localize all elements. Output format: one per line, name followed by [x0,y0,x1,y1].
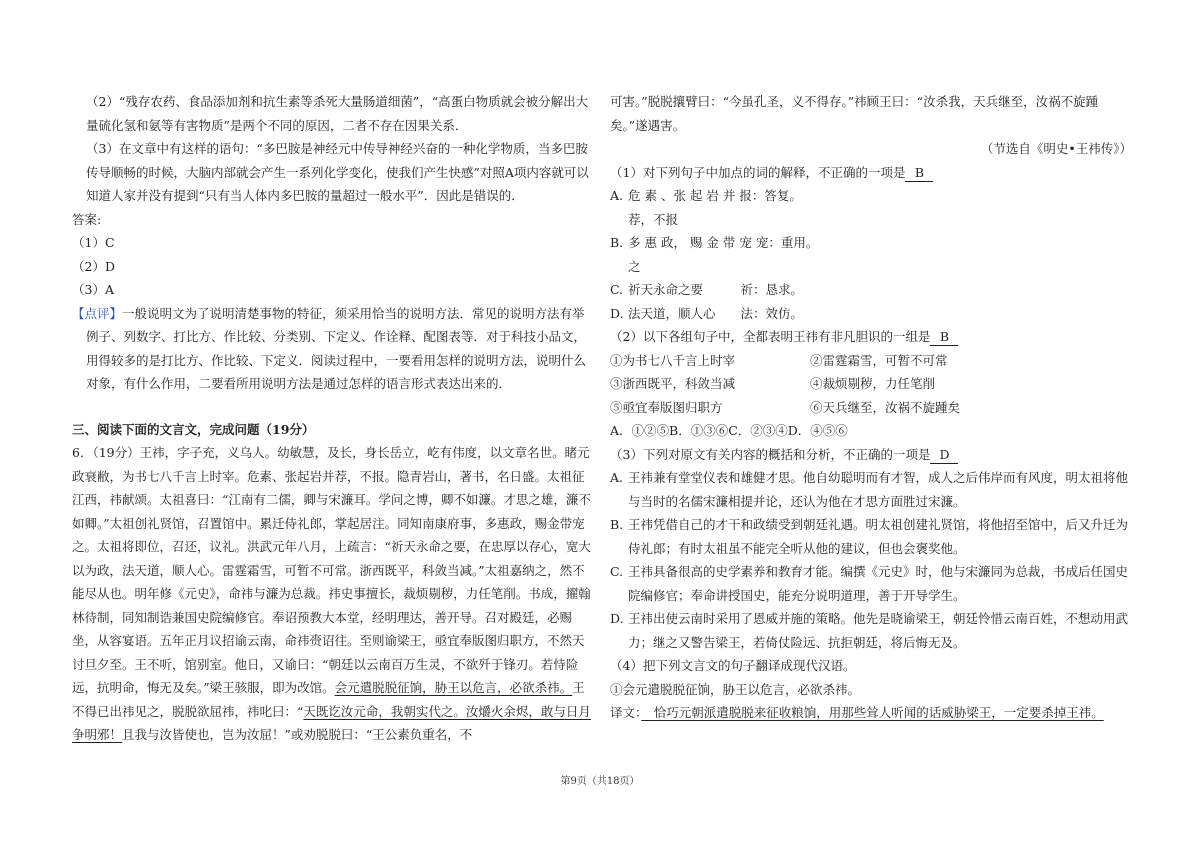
q1-option-a [610,184,1132,208]
question-3-answer: D [930,447,958,464]
option-label: A. [610,188,624,203]
option-label [610,208,628,232]
passage-text-a: 6．（19分）王祎，字子充，义乌人。幼敏慧，及长，身长岳立，屹有伟度，以文章名世。睹元政衰敝，为书七八千言上时宰。危素、张起岩并荐，不报。隐青岩山，著书，名日盛。太祖征江西，祎献颂。太祖喜曰：“江南有二儒，卿与宋濂耳。学问之博，卿不如濂。才思之雄，濂不如卿。”太祖创礼贤馆，召置馆中。累迁侍礼郎，掌起居注。同知南康府事，多惠政，赐金带宠之。太祖将即位，召还，议礼。洪武元年八月，上疏言：“祈天永命之要，在忠厚以存心，宽大以为政，法天道，顺人心。雷霆霜雪，可暂不可常。浙西既平，科敛当减。”太祖嘉纳之，然不能尽从也。明年修《元史》，命祎与濂为总裁。祎史事擅长，裁烦剔秽，力任笔削。书成，擢翰林待制，同知制诰兼国史院编修官。奉诏预教大本堂，经明理达，善开导。召对殿廷，必赐坐，从容宴语。五年正月议招谕云南，命祎赍诏往。至则谕梁王，亟宜奉版图归职方，不然天讨旦夕至。王不听，馆别室。他日，又谕曰：“朝廷以云南百万生灵，不欲歼于锋刃。若恃险远，抗明命，悔无及矣。”梁王骇服，即为改馆。 [72,445,591,695]
question-3-text: （3）下列对原文有关内容的概括和分析，不正确的一项是 [610,446,931,462]
option-label: D. [610,305,624,321]
q2-item: ④裁烦剔秽，力任笔削 [810,376,936,391]
q1-option-b-cont [610,255,1132,279]
question-2-answer: B [930,329,958,346]
option-text: 王祎凭借自己的才干和政绩受到朝廷礼遇。明太祖创建礼贤馆，将他招至馆中，后又升迁为侍礼郎；有时太祖虽不能完全听从他的建议，但也会褒奖他。 [628,517,1129,556]
passage-text-b: 王不得已出祎见之，脱脱欲屈祎，祎叱曰：“ [72,680,585,719]
q2-item-row [610,372,1132,396]
option-label: D. [610,611,624,626]
q2-item-row [610,349,1132,373]
answer-2: （2）D [72,258,115,274]
answer-1: （1）C [72,235,115,250]
question-2 [610,325,1132,349]
q3-option-a [610,466,1132,513]
q1-option-c [610,278,1132,302]
option-text: 多 惠 政， 赐 金 带 宠 宠：重用。 [628,235,819,250]
explanation-para-2: （2）“残存农药、食品添加剂和抗生素等杀死大量肠道细菌”，“高蛋白物质就会被分解出大量硫化氢和氨等有害物质”是两个不同的原因，二者不存在因果关系． [86,94,589,133]
option-text: 王祎出使云南时采用了恩威并施的策略。他先是晓谕梁王，朝廷怜惜云南百姓，不想动用武力；继之又警告梁王，若倚仗险远、抗拒朝廷，将后悔无及。 [628,611,1129,650]
q3-option-b [610,513,1132,560]
q2-item: ⑤亟宜奉版图归职方 [610,399,723,415]
option-text: 王祎具备很高的史学素养和教育才能。编撰《元史》时，他与宋濂同为总裁，书成后任国史院编修官；奉命讲授国史，能充分说明道理，善于开导学生。 [628,564,1129,603]
translation-label: 译文： [610,705,642,720]
right-column [610,90,1132,725]
passage-source: （节选自《明史•王祎传》） [980,141,1132,156]
explanation-para-3: （3）在文章中有这样的语句：“多巴胺是神经元中传导神经兴奋的一种化学物质，当多巴胺传导顺畅的时候，大脑内部就会产生一系列化学变化，使我们产生快感”对照A项内容就可以知道人家并没有提到“只有当人体内多巴胺的量超过一般水平”．因此是错误的． [86,141,589,203]
q1-option-b [610,231,1132,255]
option-text: 荐，不报 [628,211,679,227]
q1-option-d [610,302,1132,326]
q2-item: ⑥天兵继至，汝祸不旋踵矣 [810,399,961,415]
page-footer: 第9页（共18页） [560,776,640,787]
question-2-text: （2）以下各组句子中，全都表明王祎有非凡胆识的一组是 [610,329,931,344]
answer-label: 答案: [72,211,102,227]
question-6-passage [72,441,592,747]
comment-block [72,302,592,396]
translation-text: 恰巧元朝派遣脱脱来征收粮饷，用那些耸人听闻的话威胁梁王，一定要杀掉王祎。 [641,705,1104,720]
q2-options: A．①②⑤B．①③⑥C．②③④D．④⑤⑥ [610,423,848,438]
q2-item-row [610,396,1132,420]
question-1-answer: B [905,165,933,182]
option-text: 法天道，顺人心 法：效仿。 [628,305,804,321]
comment-text: 一般说明文为了说明清楚事物的特征，须采用恰当的说明方法．常见的说明方法有举例子、列数字、打比方、作比较、分类别、下定义、作诠释、配图表等．对于科技小品文，用得较多的是打比方、作比较、下定义．阅读过程中，一要看用怎样的说明方法，说明什么对象，有什么作用，二要看所用说明方法是通过怎样的语言形式表达出来的． [86,305,587,391]
option-label: C. [610,564,624,579]
q2-item: ①为书七八千言上时宰 [610,352,736,368]
question-4: （4）把下列文言文的句子翻译成现代汉语。 [610,658,856,673]
q2-item: ②雷霆霜雪，可暂不可常 [810,352,948,368]
answer-3: （3）A [72,282,114,297]
option-label: B. [610,517,624,532]
passage-underline-2: 天既讫汝元命，我朝实代之。汝爝火余烬，敢与日月争明邪！ [72,703,591,742]
translation-line [610,701,1132,725]
q3-option-c [610,560,1132,607]
option-label: B. [610,235,624,250]
option-text: 危 素 、张 起 岩 并 报：答复。 [628,188,802,203]
q3-option-d [610,607,1132,654]
question-1 [610,161,1132,185]
q1-option-a-cont [610,208,1132,232]
question-3 [610,443,1132,467]
comment-tag: 【点评】 [72,305,123,321]
passage-underline-1: 会元遣脱脱征饷，胁王以危言，必欲杀祎。 [334,680,573,695]
option-text: 王祎兼有堂堂仪表和雄健才思。他自幼聪明而有才智，成人之后伟岸而有风度，明太祖将他与当时的名儒宋濂相提并论，还认为他在才思方面胜过宋濂。 [628,470,1129,509]
option-text: 祈天永命之要 祈：恳求。 [628,282,804,297]
left-column [72,90,592,747]
option-text: 之 [628,258,641,274]
passage-text-c: 且我与汝皆使也，岂为汝屈！”或劝脱脱曰：“王公素负重名，不 [122,727,473,742]
question-4-item: ①会元遣脱脱征饷，胁王以危言，必欲杀祎。 [610,681,861,697]
option-label [610,255,628,279]
question-1-text: （1）对下列句子中加点的词的解释，不正确的一项是 [610,164,906,180]
option-label: A. [610,470,624,485]
passage-continuation: 可害。”脱脱攘臂曰：“今虽孔圣，义不得存。”祎顾王曰：“汝杀我，天兵继至，汝祸不旋踵矣。”遂遇害。 [610,94,1099,133]
section-title: 三、阅读下面的文言文，完成问题（19分） [72,421,315,437]
option-label: C. [610,282,624,297]
q2-item: ③浙西既平，科敛当减 [610,376,736,391]
